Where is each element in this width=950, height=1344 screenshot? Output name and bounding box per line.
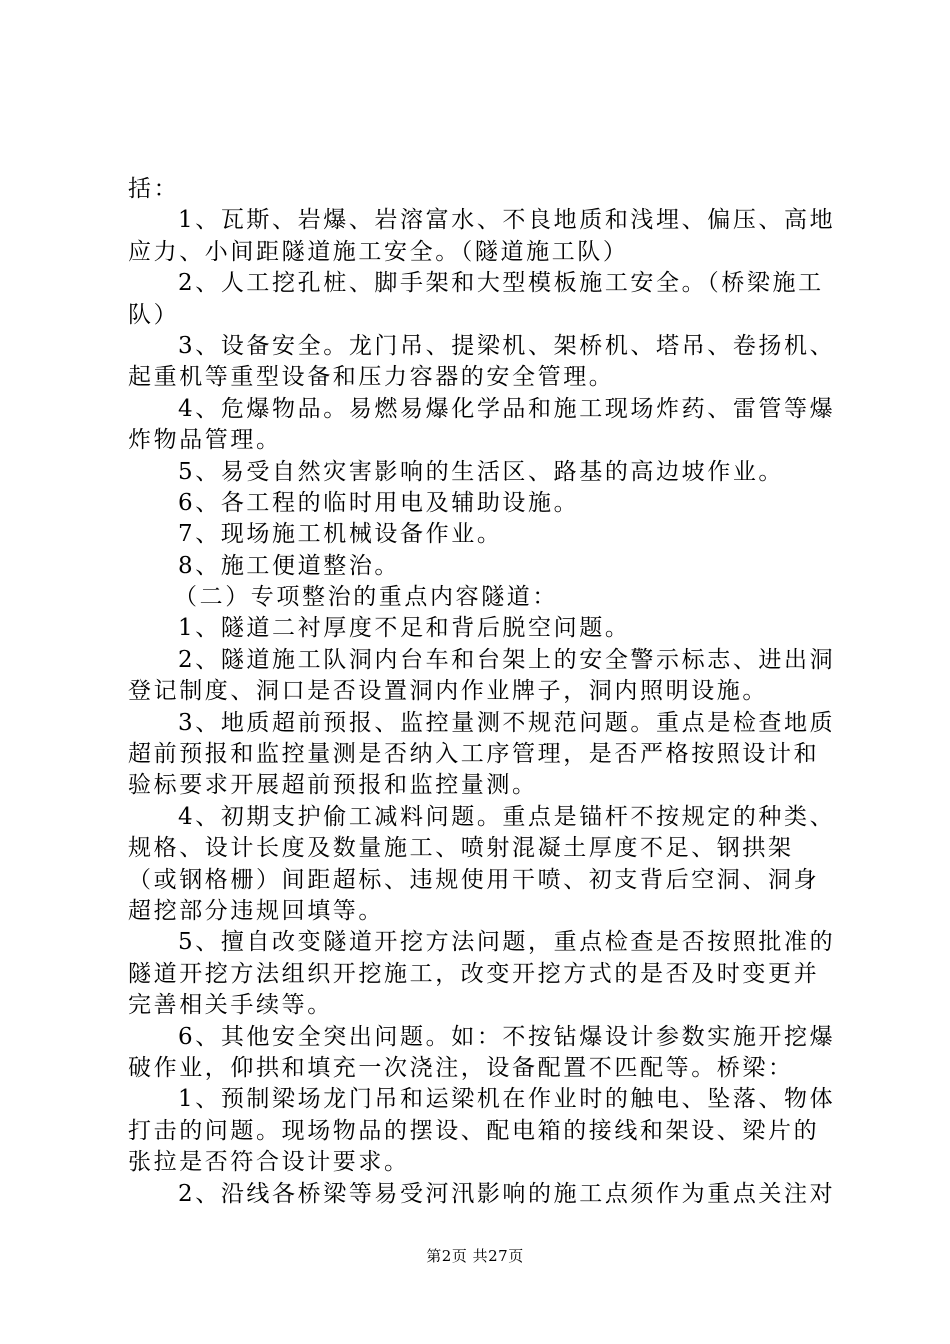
text-line: 3、地质超前预报、监控量测不规范问题。重点是检查地质	[178, 709, 836, 736]
text-line: 括：	[128, 176, 180, 202]
text-line: 验标要求开展超前预报和监控量测。	[128, 772, 538, 799]
text-line: 7、现场施工机械设备作业。	[178, 521, 503, 548]
text-line: 起重机等重型设备和压力容器的安全管理。	[128, 364, 615, 391]
text-line: 应力、小间距隧道施工安全。（隧道施工队）	[128, 238, 629, 265]
text-line: 2、沿线各桥梁等易受河汛影响的施工点须作为重点关注对	[178, 1180, 836, 1207]
text-line: 8、施工便道整治。	[178, 552, 401, 579]
text-line: （或钢格栅）间距超标、违规使用干喷、初支背后空洞、洞身	[128, 866, 820, 893]
text-line: 规格、设计长度及数量施工、喷射混凝土厚度不足、钢拱架	[128, 835, 794, 862]
text-line: 超挖部分违规回填等。	[128, 897, 384, 924]
text-line: 隧道开挖方法组织开挖施工，改变开挖方式的是否及时变更并	[128, 960, 820, 987]
text-line: 3、设备安全。龙门吊、提梁机、架桥机、塔吊、卷扬机、	[178, 332, 836, 359]
text-line: 6、其他安全突出问题。如：不按钻爆设计参数实施开挖爆	[178, 1023, 836, 1050]
text-line: 超前预报和监控量测是否纳入工序管理，是否严格按照设计和	[128, 741, 820, 768]
text-line: 1、隧道二衬厚度不足和背后脱空问题。	[178, 615, 631, 642]
text-line: 1、预制梁场龙门吊和运梁机在作业时的触电、坠落、物体	[178, 1086, 836, 1113]
text-line: 6、各工程的临时用电及辅助设施。	[178, 489, 580, 516]
text-line: 登记制度、洞口是否设置洞内作业牌子，洞内照明设施。	[128, 678, 768, 705]
text-line: 4、初期支护偷工减料问题。重点是锚杆不按规定的种类、	[178, 803, 836, 830]
text-line: 炸物品管理。	[128, 427, 282, 454]
section-heading: （二）专项整治的重点内容隧道：	[174, 584, 558, 611]
text-line: 破作业，仰拱和填充一次浇注，设备配置不匹配等。桥梁：	[128, 1054, 794, 1081]
page-number-footer: 第2页 共27页	[426, 1247, 524, 1265]
text-line: 2、人工挖孔桩、脚手架和大型模板施工安全。（桥梁施工	[178, 270, 824, 297]
text-line: 完善相关手续等。	[128, 992, 333, 1019]
text-line: 1、瓦斯、岩爆、岩溶富水、不良地质和浅埋、偏压、高地	[178, 207, 836, 234]
text-line: 张拉是否符合设计要求。	[128, 1149, 410, 1176]
text-line: 5、易受自然灾害影响的生活区、路基的高边坡作业。	[178, 458, 785, 485]
document-body	[128, 174, 836, 1210]
text-line: 2、隧道施工队洞内台车和台架上的安全警示标志、进出洞	[178, 646, 836, 673]
text-line: 4、危爆物品。易燃易爆化学品和施工现场炸药、雷管等爆	[178, 395, 836, 422]
text-line: 打击的问题。现场物品的摆设、配电箱的接线和架设、梁片的	[128, 1117, 820, 1144]
text-line: 队）	[128, 301, 180, 328]
text-line: 5、擅自改变隧道开挖方法问题，重点检查是否按照批准的	[178, 929, 836, 956]
